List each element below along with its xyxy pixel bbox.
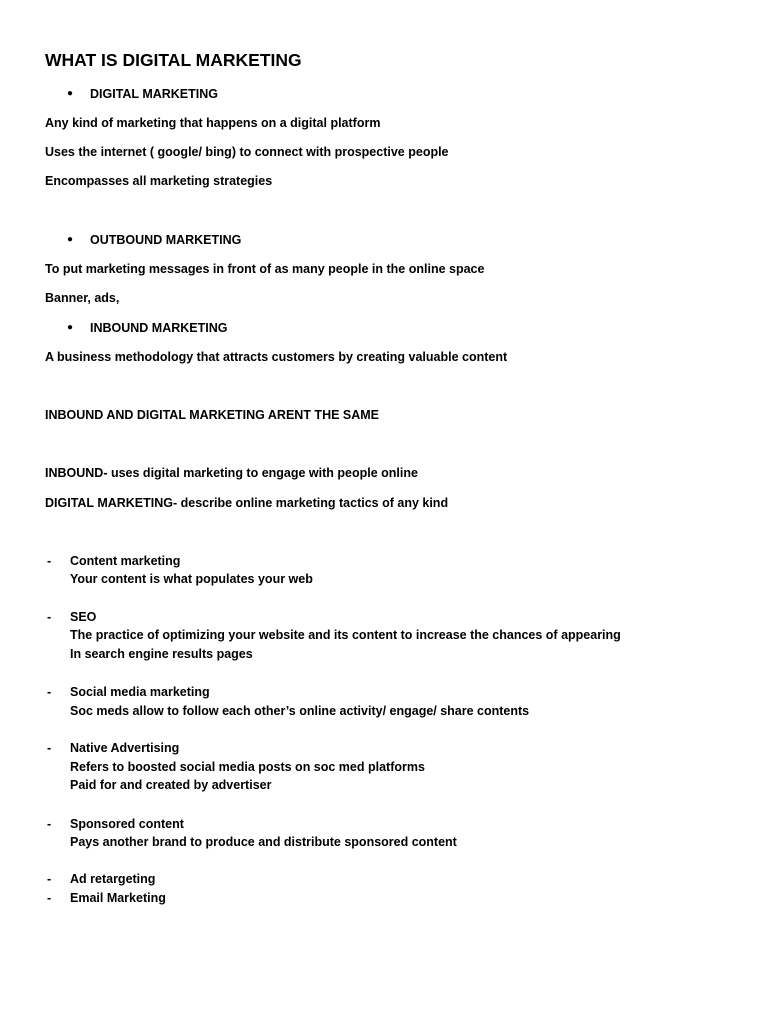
dash-marker: -: [47, 610, 52, 624]
section-heading-digital-marketing: DIGITAL MARKETING: [90, 87, 219, 101]
definition-digital-marketing: DIGITAL MARKETING- describe online marketing tactics of any kind: [45, 496, 449, 510]
dash-marker: -: [47, 891, 52, 905]
bullet-icon: ●: [67, 322, 74, 333]
tactic-detail: Pays another brand to produce and distribute sponsored content: [70, 835, 457, 849]
bullet-icon: ●: [67, 88, 74, 99]
tactic-name: Content marketing: [70, 554, 181, 568]
dash-marker: -: [47, 554, 52, 568]
dash-marker: -: [47, 741, 52, 755]
section-heading-outbound-marketing: OUTBOUND MARKETING: [90, 233, 242, 247]
tactic-name: Social media marketing: [70, 685, 210, 699]
section-heading-inbound-marketing: INBOUND MARKETING: [90, 321, 228, 335]
page-title: WHAT IS DIGITAL MARKETING: [45, 50, 302, 70]
definition-inbound: INBOUND- uses digital marketing to engage with people online: [45, 466, 418, 480]
body-line: Encompasses all marketing strategies: [45, 174, 273, 188]
body-line: A business methodology that attracts customers by creating valuable content: [45, 350, 508, 364]
dash-marker: -: [47, 872, 52, 886]
tactic-detail: In search engine results pages: [70, 647, 253, 661]
body-line: Banner, ads,: [45, 291, 120, 305]
body-line: Uses the internet ( google/ bing) to connect with prospective people: [45, 145, 449, 159]
tactic-detail: Refers to boosted social media posts on soc med platforms: [70, 760, 425, 774]
tactic-name: SEO: [70, 610, 97, 624]
dash-marker: -: [47, 817, 52, 831]
bullet-icon: ●: [67, 234, 74, 245]
tactic-detail: The practice of optimizing your website and its content to increase the chances of appearing: [70, 628, 621, 642]
dash-marker: -: [47, 685, 52, 699]
tactic-detail: Soc meds allow to follow each other’s online activity/ engage/ share contents: [70, 704, 530, 718]
body-line: To put marketing messages in front of as many people in the online space: [45, 262, 485, 276]
tactic-name: Sponsored content: [70, 817, 184, 831]
statement-line: INBOUND AND DIGITAL MARKETING ARENT THE SAME: [45, 408, 380, 422]
body-line: Any kind of marketing that happens on a digital platform: [45, 116, 381, 130]
tactic-name: Native Advertising: [70, 741, 180, 755]
tactic-name: Ad retargeting: [70, 872, 156, 886]
tactic-detail: Paid for and created by advertiser: [70, 778, 272, 792]
tactic-detail: Your content is what populates your web: [70, 572, 313, 586]
tactic-name: Email Marketing: [70, 891, 166, 905]
